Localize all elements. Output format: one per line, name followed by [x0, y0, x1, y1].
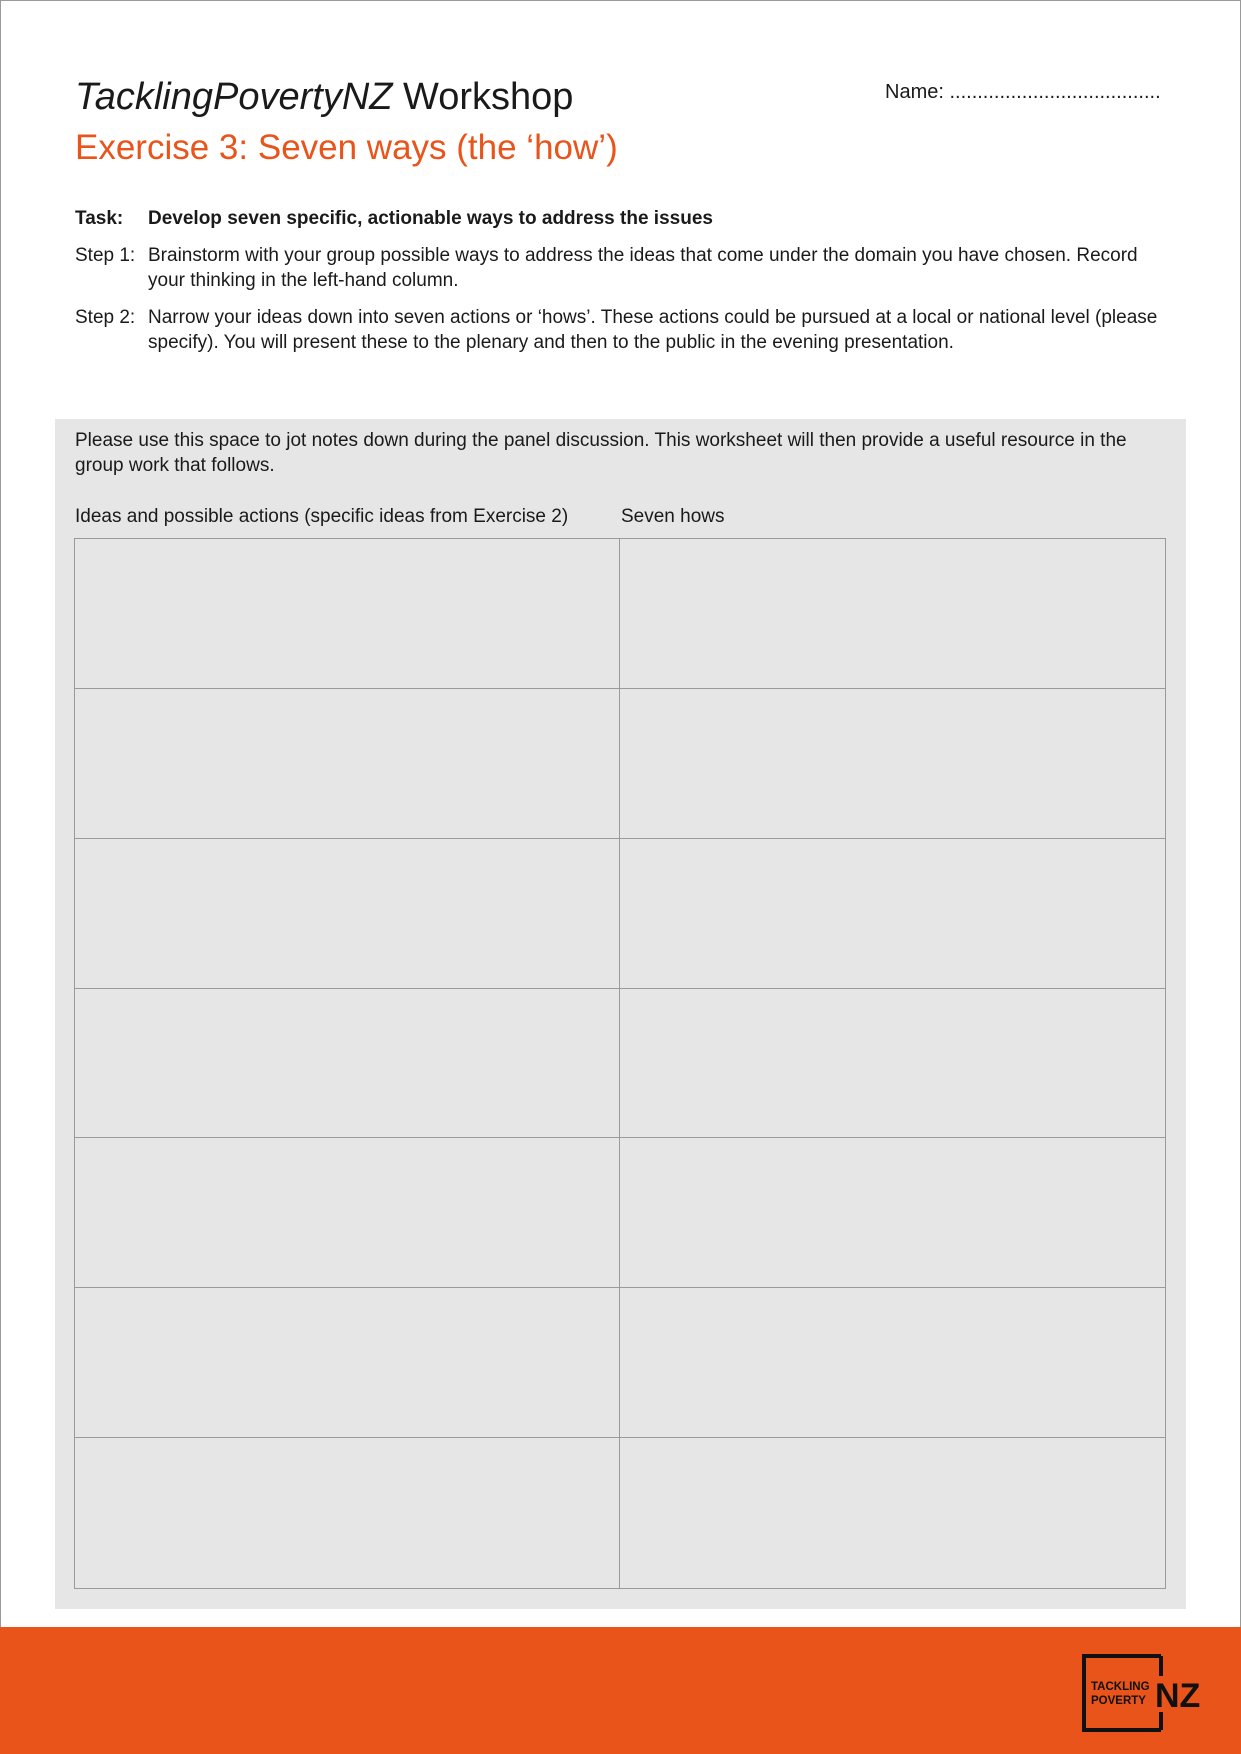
how-cell-6[interactable]: [620, 1288, 1165, 1438]
logo-line-1: TACKLING: [1091, 1681, 1150, 1693]
title-workshop: Workshop: [392, 76, 574, 118]
step-2-label: Step 2:: [75, 307, 136, 328]
name-label: Name:: [885, 81, 944, 103]
name-field[interactable]: [885, 81, 1161, 104]
ideas-cell-5[interactable]: [75, 1138, 620, 1288]
title-brand: TacklingPovertyNZ: [75, 76, 393, 118]
step-2-text: Narrow your ideas down into seven actions or ‘hows’. These actions could be pursued at a local or national level (please specify). You will present these to the plenary and then to the public in the evening presentation.: [148, 307, 1158, 353]
task-label: Task:: [75, 208, 124, 229]
step-1-text: Brainstorm with your group possible ways to address the ideas that come under the domain you have chosen. Record your thinking in the left-hand column.: [148, 245, 1138, 291]
tackling-poverty-nz-logo: [1082, 1652, 1206, 1732]
column-header-ideas: Ideas and possible actions (specific ideas from Exercise 2): [75, 506, 569, 527]
column-header-seven-hows: Seven hows: [621, 506, 725, 527]
step-2-instruction: [75, 305, 1165, 355]
logo-mark: NZ: [1155, 1677, 1201, 1715]
how-cell-2[interactable]: [620, 689, 1165, 839]
step-1-label: Step 1:: [75, 245, 136, 266]
ideas-cell-7[interactable]: [75, 1438, 620, 1588]
how-cell-1[interactable]: [620, 539, 1165, 689]
how-cell-5[interactable]: [620, 1138, 1165, 1288]
task-text: Develop seven specific, actionable ways to address the issues: [148, 208, 713, 229]
exercise-subtitle: Exercise 3: Seven ways (the ‘how’): [75, 128, 618, 167]
ideas-cell-3[interactable]: [75, 839, 620, 989]
name-fill-line[interactable]: ......................................: [949, 81, 1161, 103]
page-title: [75, 76, 573, 119]
notes-panel: [55, 419, 1186, 1609]
how-cell-4[interactable]: [620, 989, 1165, 1139]
how-cell-3[interactable]: [620, 839, 1165, 989]
step-1-instruction: [75, 243, 1165, 293]
ideas-cell-1[interactable]: [75, 539, 620, 689]
logo-line-2: POVERTY: [1091, 1695, 1146, 1707]
task-instruction: [75, 206, 1165, 231]
footer-bar: [0, 1627, 1241, 1754]
how-cell-7[interactable]: [620, 1438, 1165, 1588]
panel-note: Please use this space to jot notes down during the panel discussion. This worksheet will then provide a useful resource in the group work that follows.: [75, 430, 1127, 476]
worksheet-grid: [74, 538, 1166, 1589]
ideas-cell-4[interactable]: [75, 989, 620, 1139]
ideas-cell-6[interactable]: [75, 1288, 620, 1438]
ideas-cell-2[interactable]: [75, 689, 620, 839]
